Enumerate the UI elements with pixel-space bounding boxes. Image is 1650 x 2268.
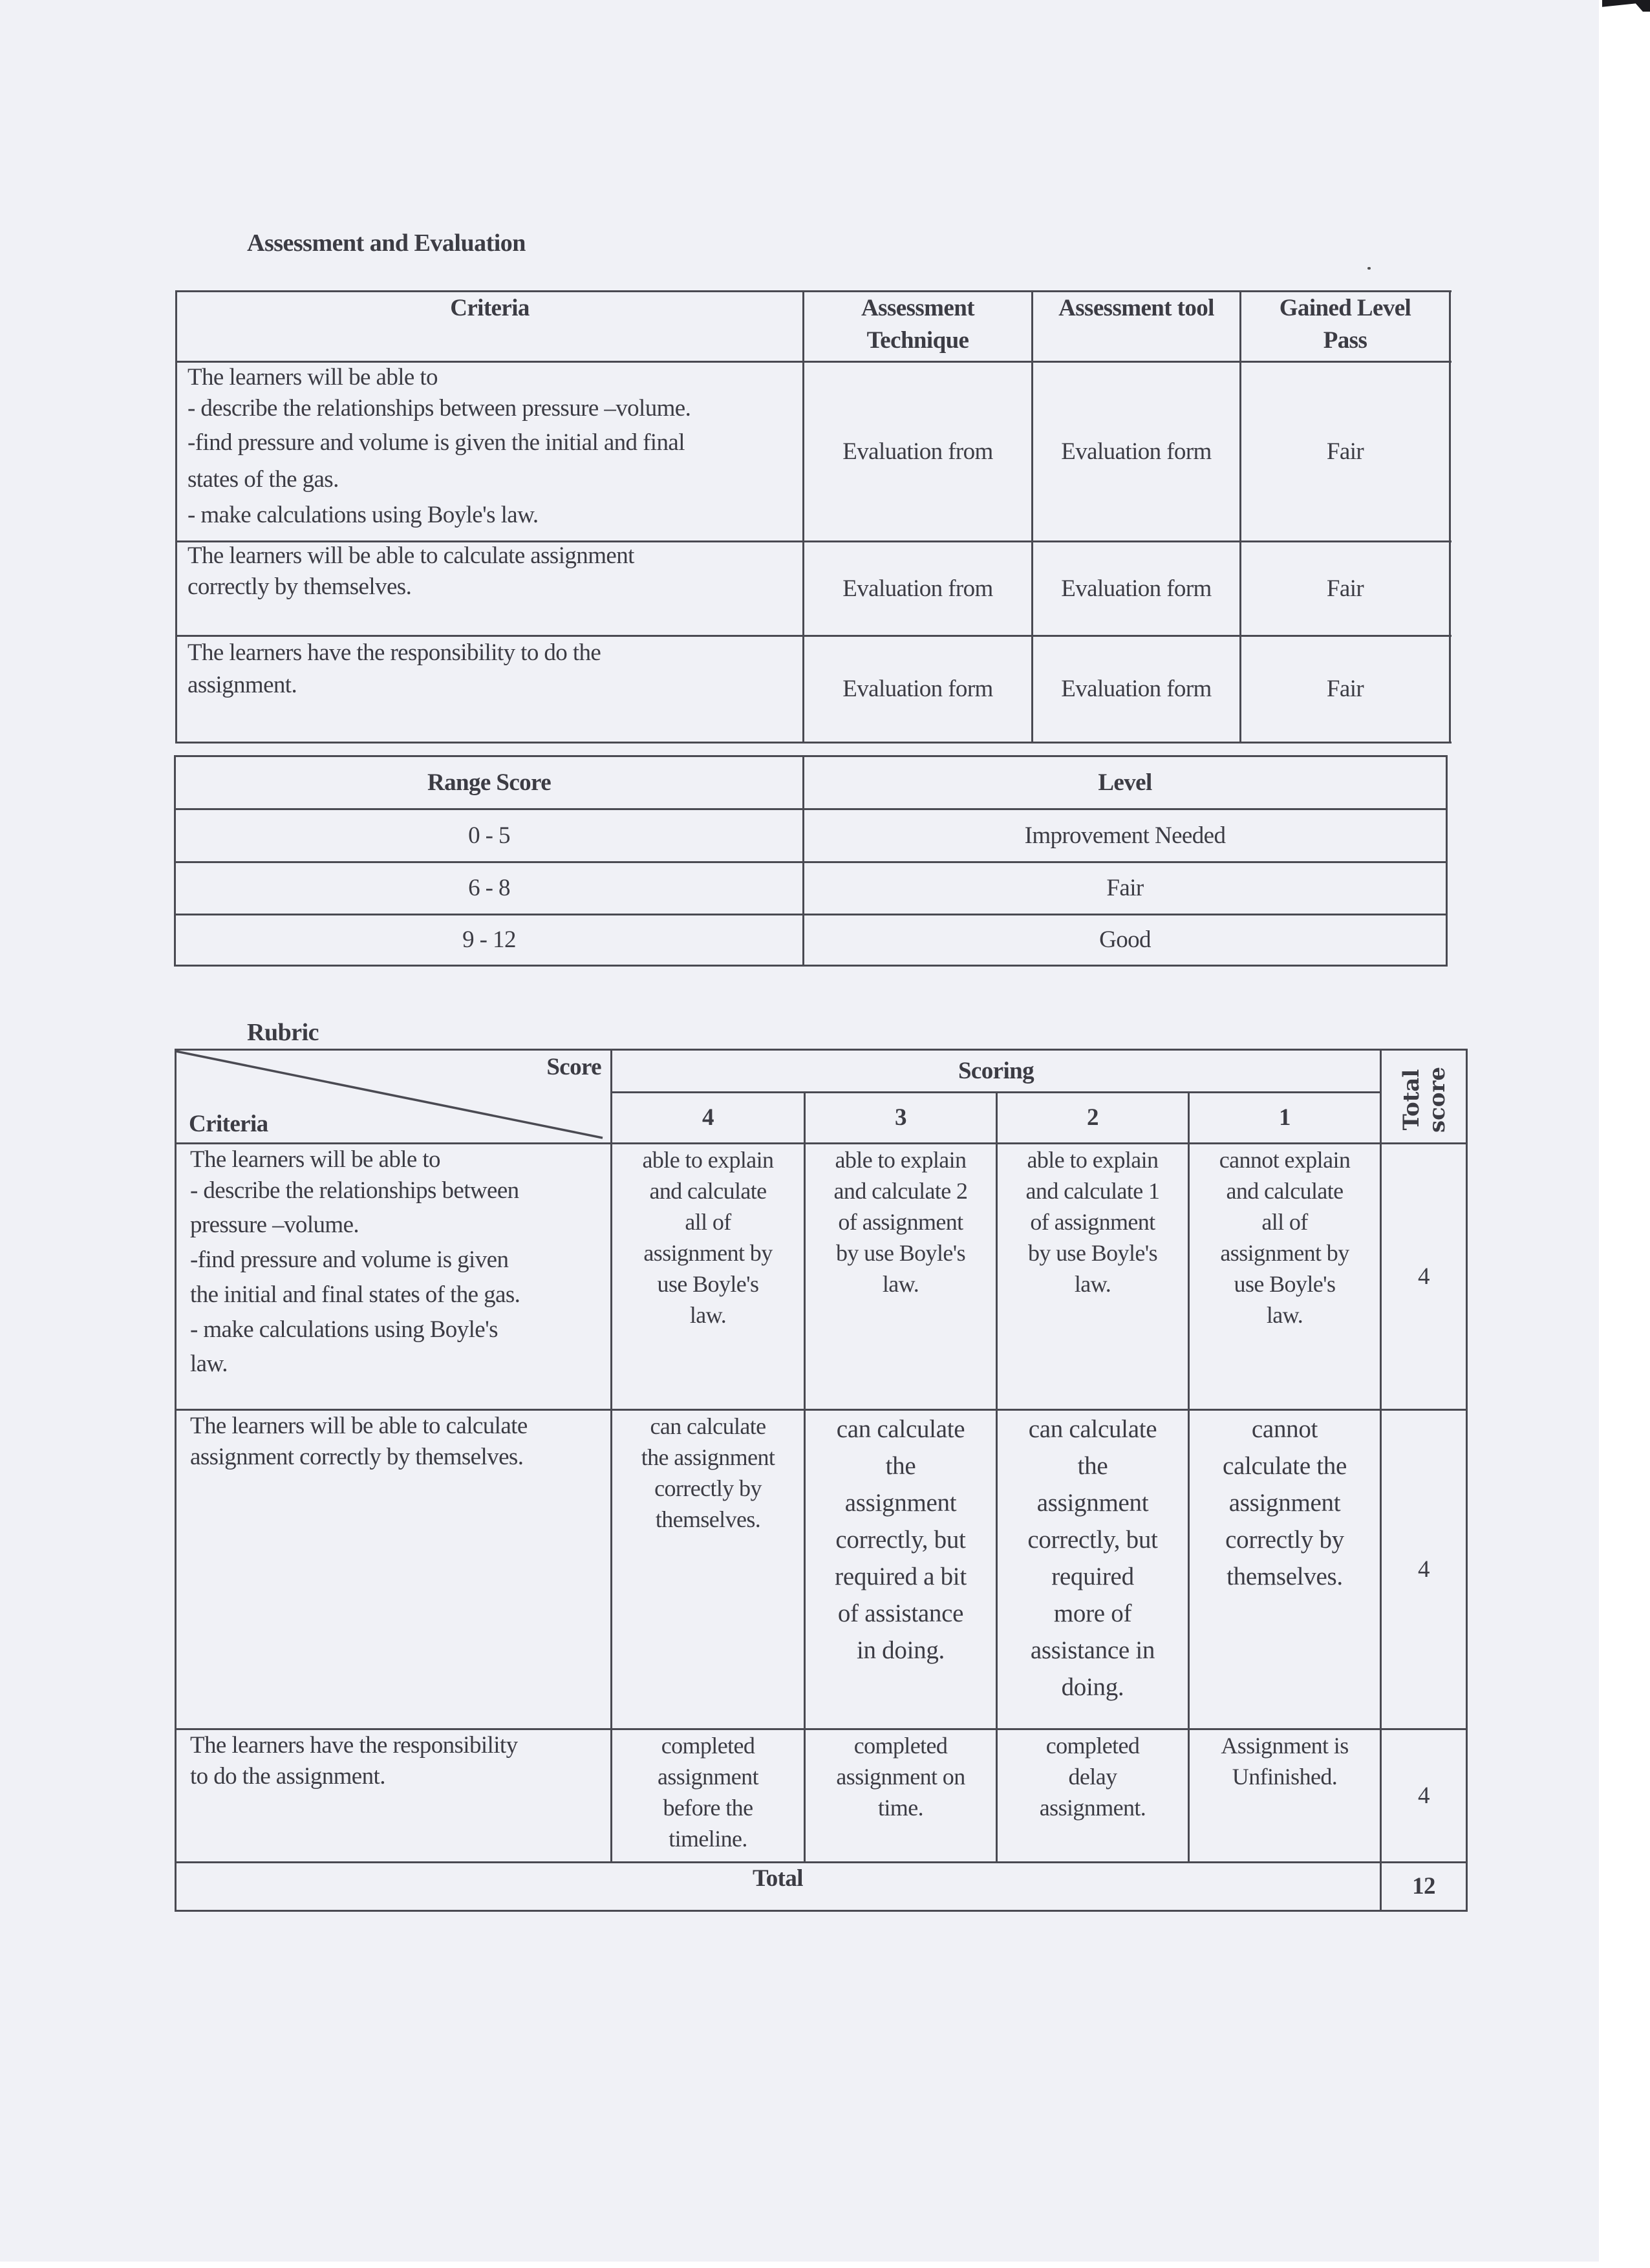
assessment-evaluation-heading: Assessment and Evaluation: [247, 230, 526, 257]
descriptor-line: required a bit: [835, 1563, 967, 1590]
rubric-heading: Rubric: [247, 1019, 319, 1046]
range-cell: 6 - 8: [468, 875, 510, 901]
criteria-line: states of the gas.: [188, 466, 339, 493]
tool-cell: Evaluation form: [1061, 676, 1212, 702]
criteria-line: - describe the relationships between pressure –volume.: [188, 395, 691, 422]
criteria-line: The learners will be able to calculate assignment: [188, 542, 634, 569]
table-rule: [1466, 1049, 1468, 1912]
descriptor-line: assignment: [658, 1764, 758, 1790]
descriptor-line: calculate the: [1222, 1452, 1347, 1480]
descriptor-line: cannot explain: [1219, 1147, 1351, 1173]
descriptor-score-2: [998, 1411, 1188, 1706]
criteria-line: The learners have the responsibility: [190, 1732, 518, 1759]
header-gained-level: Gained Level Pass: [1279, 295, 1411, 354]
descriptor-line: able to explain: [835, 1147, 967, 1173]
descriptor-line: able to explain: [642, 1147, 774, 1173]
rubric-criteria-cell: [176, 1144, 610, 1382]
level-cell: Fair: [1326, 676, 1364, 702]
criteria-line: assignment.: [188, 672, 297, 698]
criteria-line: The learners will be able to: [190, 1146, 440, 1173]
row-total-score: 4: [1418, 1782, 1430, 1809]
dust-speck: [1367, 267, 1371, 270]
descriptor-line: by use Boyle's: [1027, 1240, 1158, 1266]
rubric-criteria-cell: [176, 1411, 610, 1473]
score-level-2: 2: [1087, 1104, 1098, 1131]
table-rule: [1449, 290, 1451, 744]
descriptor-score-1: [1190, 1144, 1380, 1331]
criteria-cell: [188, 361, 802, 534]
header-assessment-technique: Assessment Technique: [861, 295, 974, 354]
descriptor-line: assignment on: [836, 1764, 965, 1790]
table-rule: [175, 1910, 1468, 1912]
descriptor-line: Unfinished.: [1232, 1764, 1338, 1790]
criteria-cell: [188, 637, 802, 701]
descriptor-line: in doing.: [857, 1636, 945, 1664]
header-assessment-tool: Assessment tool: [1058, 295, 1214, 321]
descriptor-line: completed: [1045, 1733, 1140, 1759]
criteria-line: - describe the relationships between: [190, 1177, 519, 1204]
technique-cell: Evaluation from: [842, 575, 993, 602]
range-cell: 0 - 5: [468, 822, 510, 849]
table-rule: [176, 742, 1452, 744]
descriptor-score-4: [612, 1411, 804, 1535]
descriptor-line: time.: [878, 1795, 923, 1821]
descriptor-line: and calculate 1: [1025, 1178, 1160, 1204]
descriptor-line: law.: [1266, 1302, 1303, 1328]
descriptor-line: Assignment is: [1221, 1733, 1349, 1759]
descriptor-score-4: [612, 1144, 804, 1331]
total-score-header: Total score: [1398, 1066, 1450, 1133]
descriptor-line: and calculate: [1226, 1178, 1344, 1204]
row-total-score: 4: [1418, 1263, 1430, 1290]
criteria-line: The learners will be able to calculate: [190, 1413, 528, 1439]
level-cell: Good: [1099, 926, 1151, 953]
table-rule: [1446, 755, 1448, 967]
descriptor-line: can calculate: [1028, 1415, 1157, 1443]
descriptor-line: required: [1051, 1563, 1134, 1590]
descriptor-line: themselves.: [1227, 1563, 1343, 1590]
descriptor-score-3: [806, 1411, 996, 1669]
descriptor-score-3: [806, 1144, 996, 1300]
score-level-3: 3: [895, 1104, 906, 1131]
total-label: Total: [753, 1865, 803, 1892]
descriptor-line: correctly, but: [1027, 1526, 1158, 1554]
descriptor-line: the: [885, 1452, 916, 1480]
descriptor-line: completed: [853, 1733, 948, 1759]
descriptor-score-2: [998, 1144, 1188, 1300]
descriptor-line: assignment: [844, 1489, 957, 1517]
criteria-line: The learners will be able to: [188, 364, 438, 390]
level-cell: Fair: [1106, 875, 1144, 901]
descriptor-line: doing.: [1061, 1673, 1124, 1701]
level-cell: Improvement Needed: [1024, 822, 1226, 849]
level-cell: Fair: [1326, 438, 1364, 465]
descriptor-line: and calculate: [649, 1178, 767, 1204]
descriptor-line: law.: [882, 1271, 919, 1297]
level-cell: Fair: [1326, 575, 1364, 602]
corner-score-label: Score: [546, 1054, 601, 1080]
descriptor-score-1: [1190, 1730, 1380, 1792]
descriptor-line: can calculate: [650, 1413, 766, 1439]
descriptor-score-3: [806, 1730, 996, 1823]
descriptor-line: use Boyle's: [657, 1271, 759, 1297]
descriptor-line: of assignment: [1030, 1209, 1155, 1235]
descriptor-line: delay: [1068, 1764, 1117, 1790]
criteria-line: the initial and final states of the gas.: [190, 1281, 520, 1308]
criteria-line: The learners have the responsibility to do the: [188, 639, 601, 666]
header-level: Level: [1098, 769, 1152, 796]
row-total-score: 4: [1418, 1556, 1430, 1583]
criteria-cell: [188, 540, 802, 603]
descriptor-line: the: [1077, 1452, 1108, 1480]
descriptor-line: assignment by: [643, 1240, 773, 1266]
descriptor-line: correctly by: [654, 1475, 762, 1501]
rubric-criteria-cell: [176, 1730, 610, 1792]
descriptor-line: assignment.: [1039, 1795, 1146, 1821]
criteria-line: assignment correctly by themselves.: [190, 1444, 524, 1470]
criteria-line: law.: [190, 1351, 228, 1377]
technique-cell: Evaluation form: [842, 676, 993, 702]
scan-edge-shadow: [1602, 0, 1650, 12]
tool-cell: Evaluation form: [1061, 438, 1212, 465]
criteria-line: to do the assignment.: [190, 1763, 385, 1790]
descriptor-line: themselves.: [655, 1506, 761, 1532]
descriptor-line: completed: [661, 1733, 755, 1759]
corner-criteria-label: Criteria: [189, 1111, 268, 1137]
descriptor-line: correctly, but: [835, 1526, 966, 1554]
range-cell: 9 - 12: [462, 926, 516, 953]
descriptor-line: cannot: [1251, 1415, 1318, 1443]
descriptor-line: all of: [685, 1209, 731, 1235]
descriptor-line: assignment: [1036, 1489, 1149, 1517]
descriptor-line: able to explain: [1027, 1147, 1159, 1173]
descriptor-line: correctly by: [1225, 1526, 1344, 1554]
descriptor-line: of assignment: [838, 1209, 963, 1235]
descriptor-line: timeline.: [669, 1826, 747, 1852]
descriptor-line: by use Boyle's: [835, 1240, 966, 1266]
descriptor-line: all of: [1261, 1209, 1308, 1235]
descriptor-line: more of: [1053, 1599, 1132, 1627]
descriptor-line: the assignment: [641, 1444, 775, 1470]
scoring-header: Scoring: [958, 1057, 1034, 1084]
descriptor-line: of assistance: [837, 1599, 964, 1627]
descriptor-line: assignment by: [1220, 1240, 1349, 1266]
header-criteria: Criteria: [450, 295, 530, 321]
descriptor-line: law.: [1074, 1271, 1111, 1297]
tool-cell: Evaluation form: [1061, 575, 1212, 602]
score-level-4: 4: [702, 1104, 714, 1131]
criteria-line: - make calculations using Boyle's law.: [188, 502, 539, 528]
descriptor-line: before the: [663, 1795, 753, 1821]
table-rule: [175, 965, 1448, 967]
descriptor-line: assignment: [1228, 1489, 1341, 1517]
descriptor-line: can calculate: [836, 1415, 965, 1443]
descriptor-score-2: [998, 1730, 1188, 1823]
descriptor-line: and calculate 2: [833, 1178, 968, 1204]
grand-total: 12: [1412, 1873, 1435, 1899]
score-level-1: 1: [1279, 1104, 1291, 1131]
descriptor-line: assistance in: [1030, 1636, 1155, 1664]
criteria-line: pressure –volume.: [190, 1212, 359, 1238]
criteria-line: -find pressure and volume is given: [190, 1246, 509, 1273]
criteria-line: -find pressure and volume is given the initial and final: [188, 429, 685, 456]
descriptor-line: use Boyle's: [1234, 1271, 1336, 1297]
technique-cell: Evaluation from: [842, 438, 993, 465]
descriptor-score-1: [1190, 1411, 1380, 1595]
criteria-line: correctly by themselves.: [188, 573, 412, 600]
descriptor-score-4: [612, 1730, 804, 1854]
criteria-line: - make calculations using Boyle's: [190, 1316, 498, 1343]
descriptor-line: law.: [689, 1302, 727, 1328]
header-range-score: Range Score: [427, 769, 552, 796]
